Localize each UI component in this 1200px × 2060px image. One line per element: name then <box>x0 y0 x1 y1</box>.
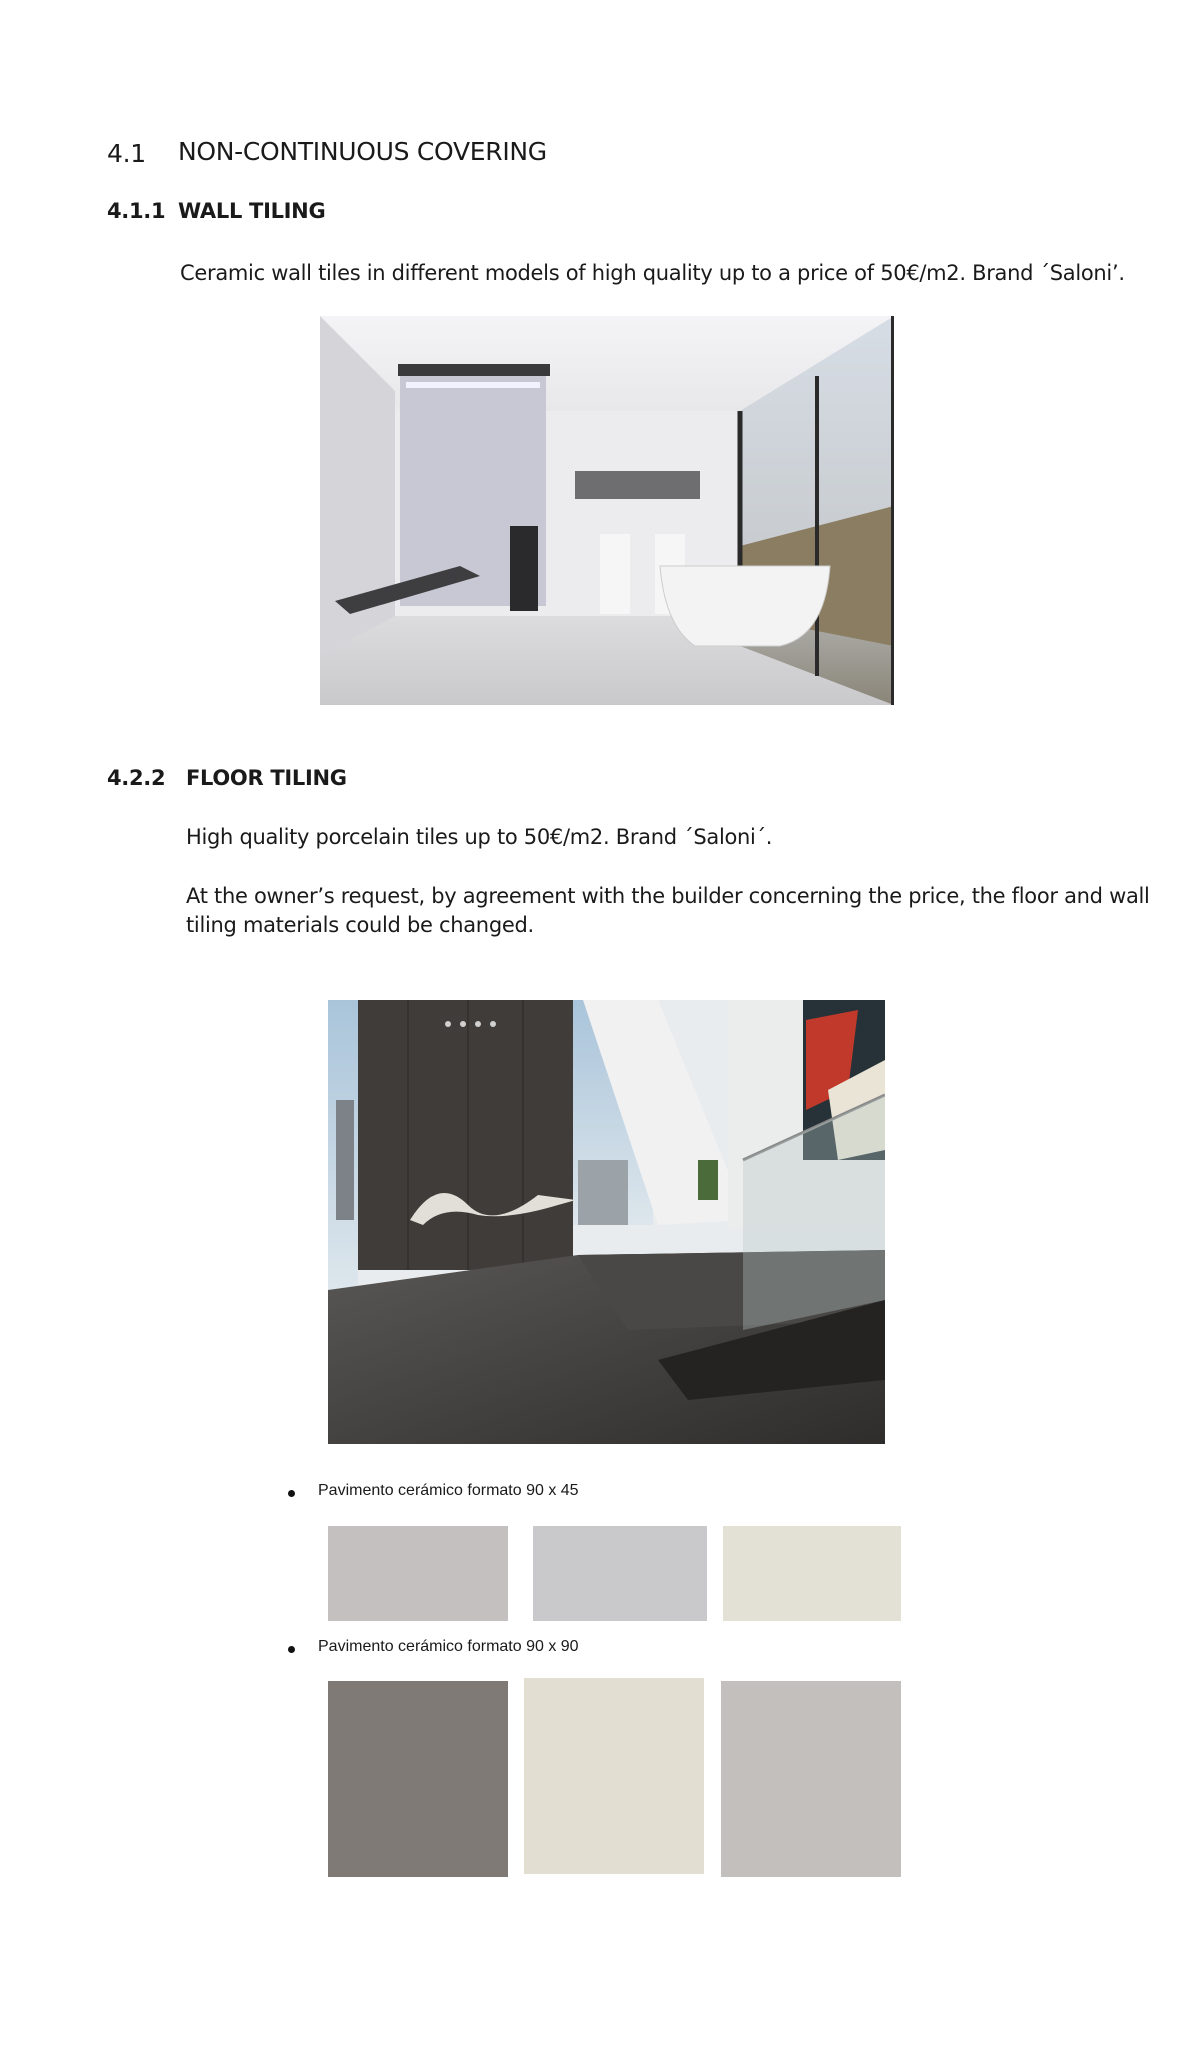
tile-swatch-2-1 <box>328 1681 508 1877</box>
tile-swatch-2-3 <box>721 1681 901 1877</box>
section-4-1-number: 4.1 <box>107 139 146 168</box>
owner-request-line-1: At the owner’s request, by agreement with the builder concerning the price, the floor and wall <box>186 884 1150 908</box>
tile-swatch-2-2 <box>524 1678 704 1874</box>
section-4-2-2-number: 4.2.2 <box>107 766 166 790</box>
section-4-1-1-title: WALL TILING <box>178 199 326 223</box>
section-4-2-2-title: FLOOR TILING <box>186 766 347 790</box>
section-4-1-1-number: 4.1.1 <box>107 199 166 223</box>
tile-group-1-label: Pavimento cerámico formato 90 x 45 <box>318 1482 579 1499</box>
owner-request-line-2: tiling materials could be changed. <box>186 913 534 937</box>
tile-group-2-label: Pavimento cerámico formato 90 x 90 <box>318 1638 579 1655</box>
tile-swatch-1-2 <box>533 1526 707 1621</box>
section-4-1-title: NON-CONTINUOUS COVERING <box>178 137 547 166</box>
wall-tiling-description: Ceramic wall tiles in different models of high quality up to a price of 50€/m2. Brand ´Saloni’. <box>180 261 1125 285</box>
tile-swatch-1-1 <box>328 1526 508 1621</box>
floor-tiling-description: High quality porcelain tiles up to 50€/m2. Brand ´Saloni´. <box>186 825 773 849</box>
tile-swatch-1-3 <box>723 1526 901 1621</box>
bathroom-image <box>320 316 894 705</box>
bullet-1 <box>288 1490 295 1497</box>
bullet-2 <box>288 1646 295 1653</box>
hotel-lobby-image <box>328 1000 885 1444</box>
